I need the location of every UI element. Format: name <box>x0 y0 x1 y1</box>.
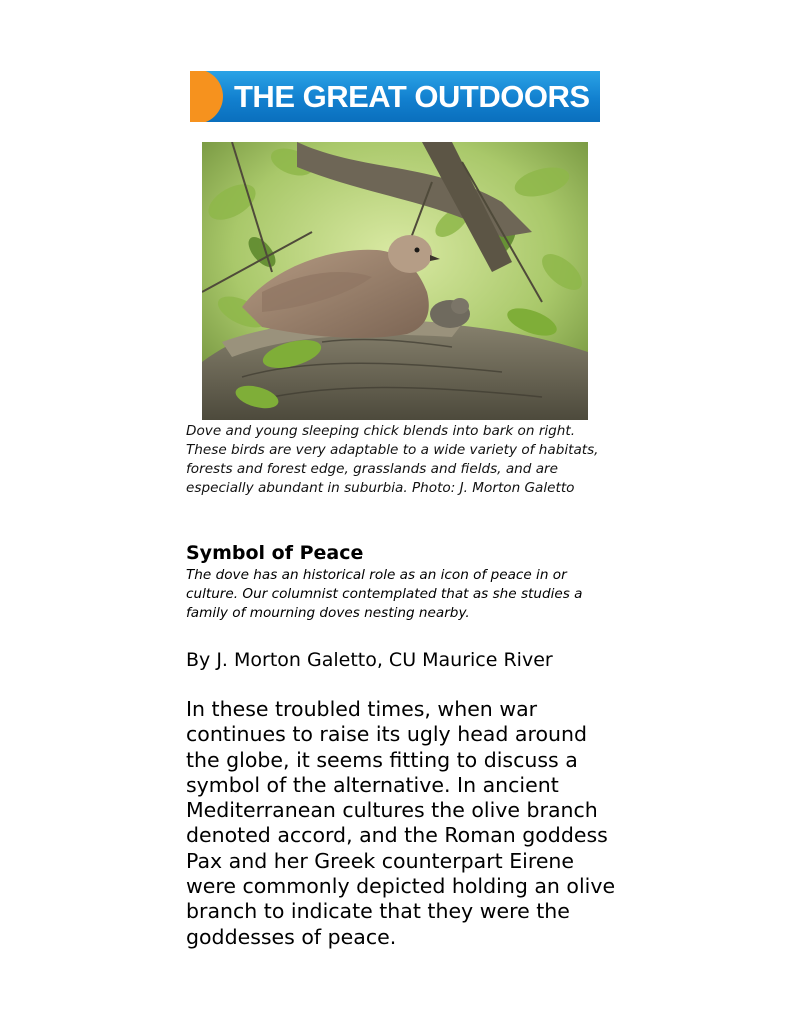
photo-caption: Dove and young sleeping chick blends into bark on right. These birds are very adaptable to a wide variety of habitats, forests and forest edge, grasslands and fields, and are especially abundant in suburbia. Photo: J. Morton Galetto <box>186 423 599 496</box>
dove-photo <box>202 142 588 420</box>
banner-title: THE GREAT OUTDOORS <box>234 79 590 114</box>
article-headline: Symbol of Peace <box>186 542 364 564</box>
article-body: In these troubled times, when war continues to raise its ugly head around the globe, it seems fitting to discuss a symbol of the alternative. In ancient Mediterranean cultures the olive branch denoted accord, and the Roman goddess Pax and her Greek counterpart Eirene were commonly depicted holding an olive branch to indicate that they were the goddesses of peace. <box>186 697 616 949</box>
article-dek: The dove has an historical role as an icon of peace in or culture. Our columnist contemplated that as she studies a family of mourning doves nesting nearby. <box>186 567 583 621</box>
article-byline: By J. Morton Galetto, CU Maurice River <box>186 649 553 671</box>
section-banner <box>190 71 600 122</box>
sun-logo-icon <box>190 71 223 122</box>
